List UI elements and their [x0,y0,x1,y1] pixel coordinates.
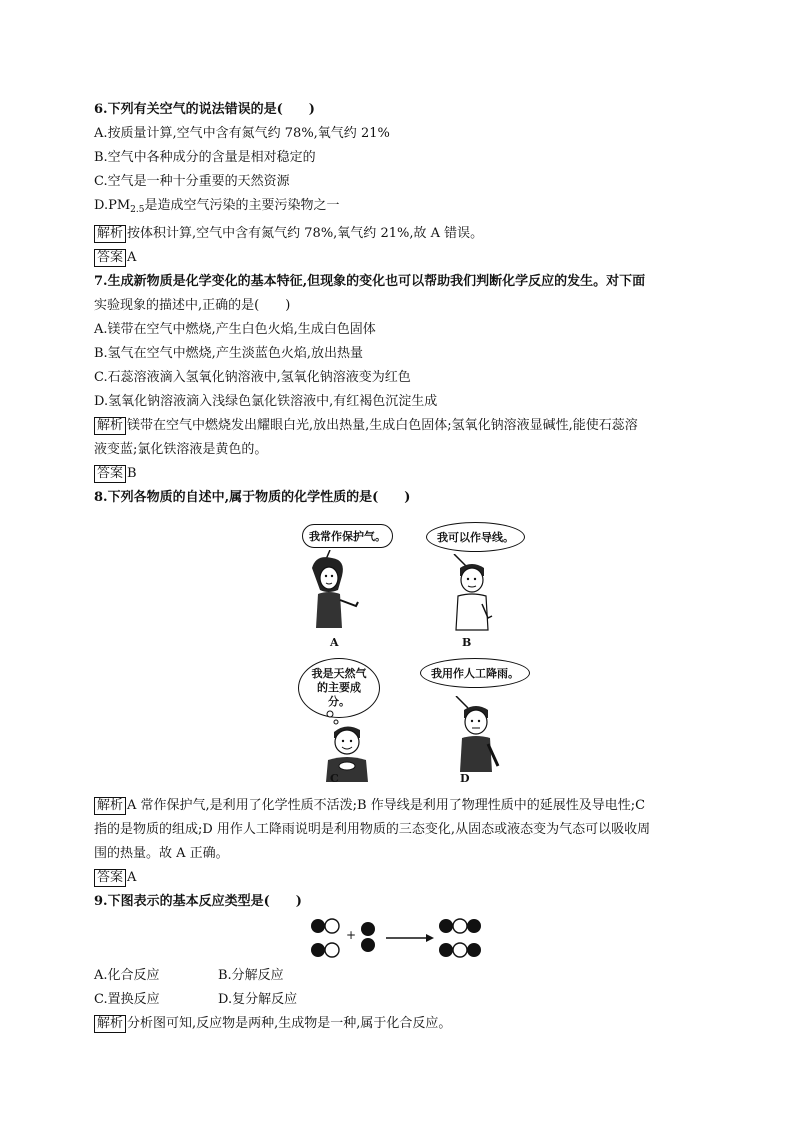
analysis-tag: 解析 [94,225,126,243]
q9-analysis [94,1012,714,1036]
q6-analysis-text: 按体积计算,空气中含有氮气约 78%,氧气约 21%,故 A 错误。 [127,226,484,241]
q9-options-row2 [94,988,714,1012]
exam-page [94,98,714,1036]
reaction-diagram [94,914,714,964]
q9-option-d: D.复分解反应 [218,992,298,1007]
thought-bubble-c: 我是天然气的主要成分。 [298,658,380,718]
q8-analysis-cont1: 指的是物质的组成;D 用作人工降雨说明是利用物质的三态变化,从固态或液态变为气态可以吸收周 [94,822,651,837]
figure-label-b: B [462,636,472,649]
figure-label-a: A [330,636,339,649]
q7-stem-text1: 7.生成新物质是化学变化的基本特征,但现象的变化也可以帮助我们判断化学反应的发生。对下面 [94,274,646,289]
q6-stem [94,98,714,122]
q7-option-d: D.氢氧化钠溶液滴入浅绿色氯化铁溶液中,有红褐色沉淀生成 [94,394,438,409]
q6-option-d [94,194,714,222]
q7-answer [94,462,714,486]
q6-option-a: A.按质量计算,空气中含有氮气约 78%,氧气约 21% [94,126,390,141]
q6-answer-text: A [127,250,137,265]
q6-d-sub: 2.5 [130,205,145,215]
q8-answer [94,866,714,890]
q7-option-a: A.镁带在空气中燃烧,产生白色火焰,生成白色固体 [94,322,376,337]
analysis-tag: 解析 [94,417,126,435]
q7-option-c: C.石蕊溶液滴入氢氧化钠溶液中,氢氧化钠溶液变为红色 [94,370,411,385]
figure-label-d: D [460,772,470,785]
q6-answer [94,246,714,270]
q7-stem-line2: 实验现象的描述中,正确的是( ) [94,298,291,313]
speech-bubble-a: 我常作保护气。 [302,524,393,548]
q7-answer-text: B [127,466,137,481]
q6-option-c: C.空气是一种十分重要的天然资源 [94,174,290,189]
q9-options-row1 [94,964,714,988]
q7-analysis-text1: 镁带在空气中燃烧发出耀眼白光,放出热量,生成白色固体;氢氧化钠溶液显碱性,能使石蕊溶 [127,418,638,433]
answer-tag: 答案 [94,249,126,267]
q9-stem-text: 9.下图表示的基本反应类型是( ) [94,894,302,909]
q8-analysis [94,794,714,818]
speech-bubble-b: 我可以作导线。 [426,522,525,552]
boy-figure-icon [442,554,502,636]
q8-stem [94,486,714,510]
analysis-tag: 解析 [94,1015,126,1033]
q9-analysis-text: 分析图可知,反应物是两种,生成物是一种,属于化合反应。 [127,1016,452,1031]
analysis-tag: 解析 [94,797,126,815]
q7-analysis [94,414,714,438]
answer-tag: 答案 [94,869,126,887]
q8-answer-text: A [127,870,137,885]
q6-stem-text: 6.下列有关空气的说法错误的是( ) [94,102,315,117]
pointing-boy-figure-icon [446,696,506,776]
q8-figure [94,510,714,794]
plus-sign: + [346,928,357,942]
q9-option-c: C.置换反应 [94,992,160,1007]
q6-analysis [94,222,714,246]
molecule-reaction-icon [304,916,494,962]
q8-analysis-cont2: 围的热量。故 A 正确。 [94,846,229,861]
q8-analysis-text1: A 常作保护气,是利用了化学性质不活泼;B 作导线是利用了物理性质中的延展性及导电性;C [127,798,646,813]
q6-d-post: 是造成空气污染的主要污染物之一 [144,198,340,213]
thinking-boy-figure-icon [316,710,378,784]
q6-d-pre: D.PM [94,198,131,213]
q7-option-b: B.氢气在空气中燃烧,产生淡蓝色火焰,放出热量 [94,346,363,361]
q7-stem-line1 [94,270,714,294]
speech-bubble-d: 我用作人工降雨。 [420,658,530,688]
q8-stem-text: 8.下列各物质的自述中,属于物质的化学性质的是( ) [94,490,411,505]
q9-option-b: B.分解反应 [218,968,284,983]
q9-option-a: A.化合反应 [94,968,160,983]
q7-analysis-cont: 液变蓝;氯化铁溶液是黄色的。 [94,442,268,457]
girl-figure-icon [302,550,362,634]
answer-tag: 答案 [94,465,126,483]
q6-option-b: B.空气中各种成分的含量是相对稳定的 [94,150,316,165]
figure-label-c: C [330,772,339,785]
q9-stem [94,890,714,914]
